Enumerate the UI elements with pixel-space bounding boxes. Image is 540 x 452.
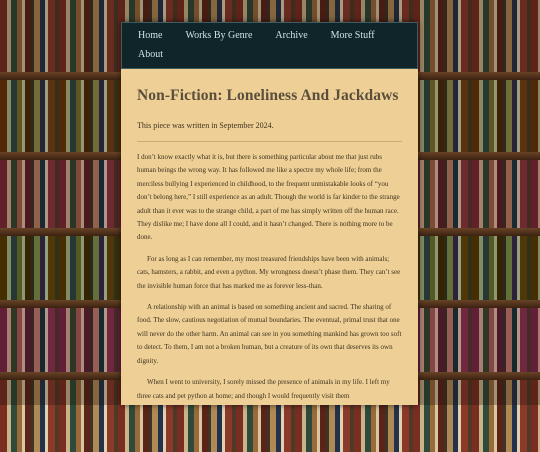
- paragraph: A relationship with an animal is based on something ancient and sacred. The sharing of food. The slow, cautious negotiation of mutual boundaries. The eventual, primal trust that one will never do the other harm. An animal can see in you something mankind has grown too soft to detect. To them, I am not a broken human, but a creature of its own that deserves its own dignity.: [137, 303, 402, 365]
- nav-archive[interactable]: Archive: [275, 30, 308, 41]
- content-panel: [121, 22, 418, 405]
- paragraph: I don’t know exactly what it is, but there is something particular about me that just rubs human beings the wrong way. It has followed me like a spectre my whole life; from the merciless bullying I experienced in childhood, to the frequent unmistakable looks of “you don’t belong here,” I still experience as an adult. Though the world is far kinder to the strange adult than it ever was to the strange child, a part of me has simply written off the human race. They dislike me; I have done all I could, and it hasn’t changed. There is nothing more to be done.: [137, 153, 400, 242]
- nav-about[interactable]: About: [138, 49, 163, 60]
- article: [121, 69, 418, 403]
- nav-more-stuff[interactable]: More Stuff: [330, 30, 375, 41]
- paragraph: For as long as I can remember, my most treasured friendships have been with animals; cats, hamsters, a rabbit, and even a python. My wrongness doesn’t phase them. They can’t see the invisible human force that has marked me as forever less-than.: [137, 254, 401, 290]
- main-nav: [121, 22, 418, 69]
- date-line: This piece was written in September 2024.: [137, 121, 274, 130]
- nav-works-by-genre[interactable]: Works By Genre: [185, 30, 253, 41]
- divider: [137, 141, 402, 142]
- paragraph: When I went to university, I sorely missed the presence of animals in my life. I left my three cats and pet python at home; and though I would frequently visit them: [137, 378, 390, 400]
- page-title: Non-Fiction: Loneliness And Jackdaws: [137, 87, 399, 104]
- nav-home[interactable]: Home: [138, 30, 163, 41]
